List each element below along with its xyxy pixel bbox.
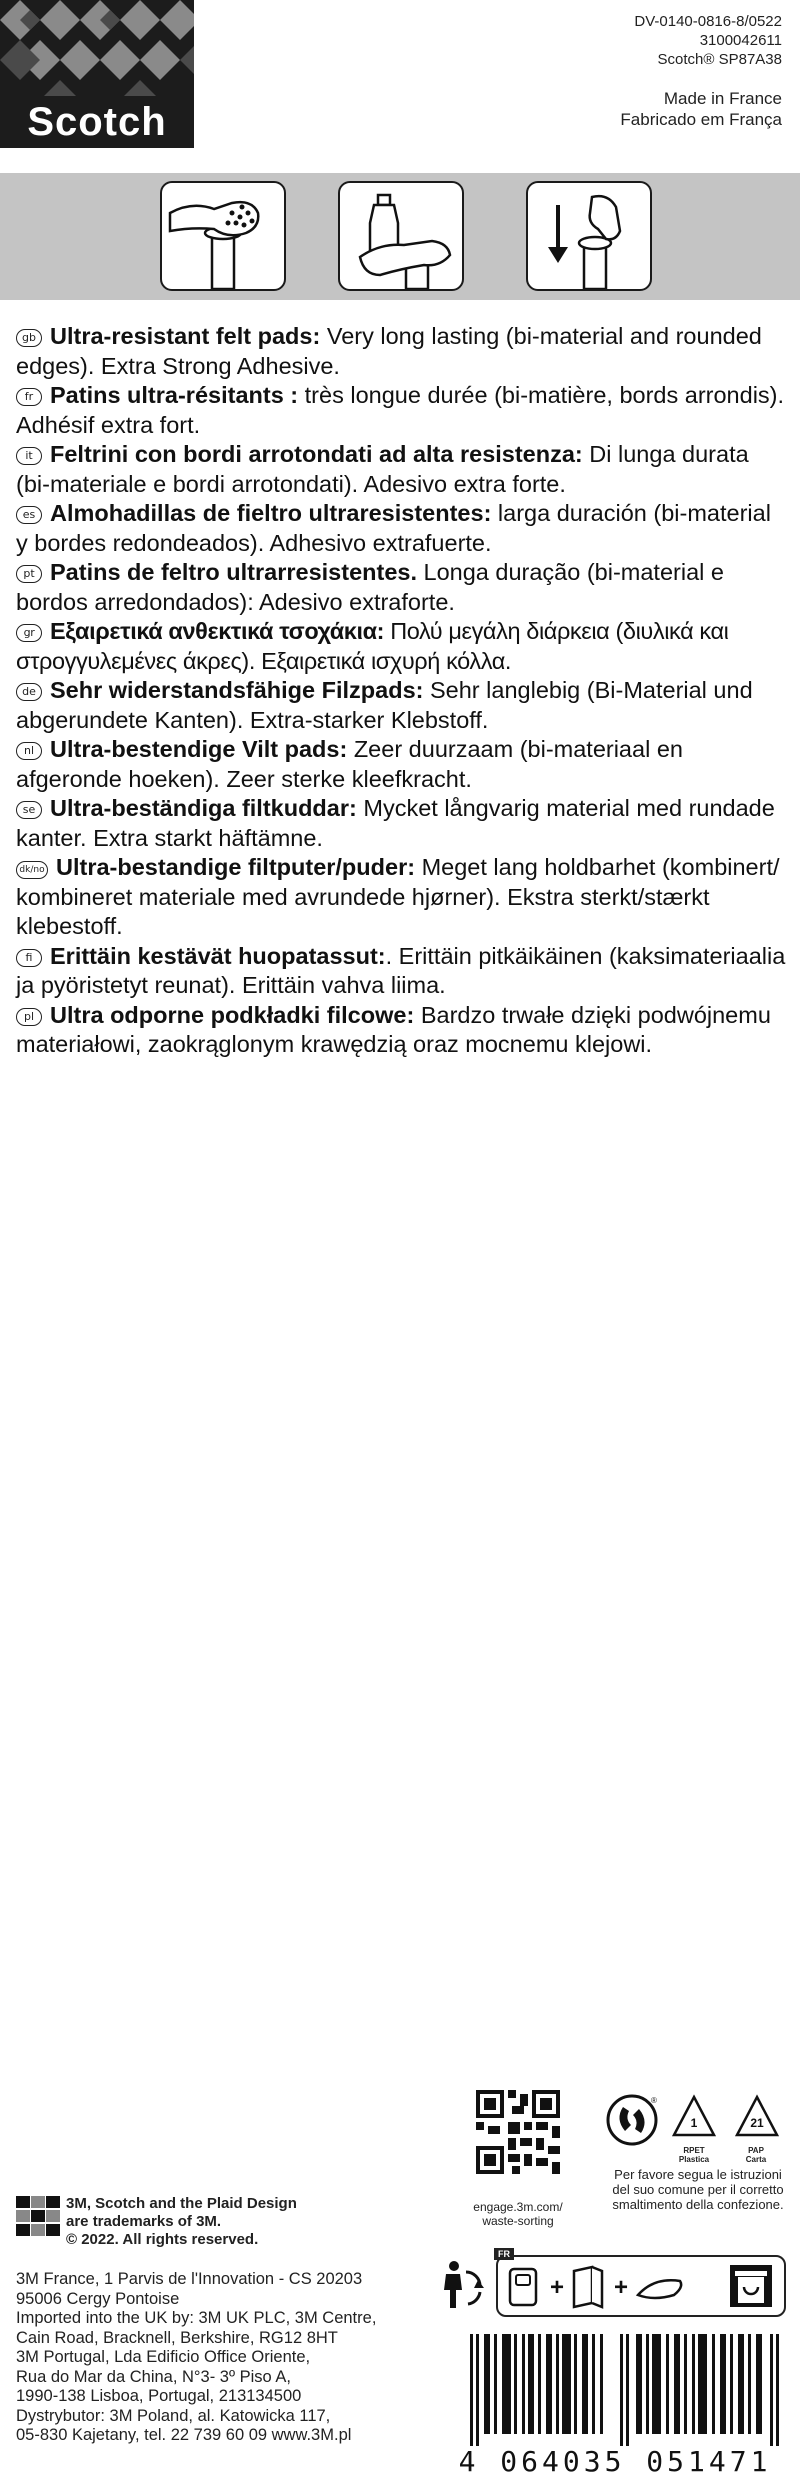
language-badge: fr	[16, 388, 42, 406]
block-heading: Almohadillas de fieltro ultraresistentes:	[50, 500, 492, 526]
product-code-line: 3100042611	[699, 32, 782, 49]
block-heading: Sehr widerstandsfähige Filzpads:	[50, 677, 424, 703]
lang-block-gb	[16, 322, 786, 381]
block-heading: Ultra-beständiga filtkuddar:	[50, 795, 357, 821]
address-line: 3M France, 1 Parvis de l'Innovation - CS 20203	[16, 2270, 363, 2288]
block-body: Bardzo trwałe dzięki podwójnemu materiałowi, zaokrąglonym krawędzią oraz mocnemu klejowi.	[16, 1001, 771, 1057]
pet-label-line: Plastica	[678, 2155, 710, 2164]
block-body: larga duración (bi-material y bordes redondeados). Adhesivo extrafuerte.	[16, 500, 771, 556]
product-code-line: Scotch® SP87A38	[657, 51, 782, 68]
trademark-notice	[66, 2195, 297, 2249]
address-line: Dystrybutor: 3M Poland, al. Katowicka 117,	[16, 2406, 331, 2425]
block-heading: Patins ultra-résitants :	[50, 382, 299, 408]
language-badge: es	[16, 506, 42, 524]
company-addresses	[16, 2270, 376, 2446]
block-heading: Ultra-bestendige Vilt pads:	[50, 736, 348, 762]
recycling-triangle-icon	[733, 2093, 781, 2143]
language-badge: gb	[16, 329, 42, 347]
svg-text:+: +	[614, 2274, 629, 2301]
block-body: . Erittäin pitkäikäinen (kaksimateriaalia ja pyöristetyt reunat). Erittäin vahva liima.	[16, 942, 786, 998]
pictogram-step-2	[338, 181, 464, 291]
language-badge: pl	[16, 1008, 42, 1026]
svg-text:®: ®	[651, 2096, 657, 2105]
product-codes	[634, 12, 782, 69]
address-line: Imported into the UK by: 3M UK PLC, 3M Centre,	[16, 2309, 377, 2327]
barcode-bars	[470, 2334, 779, 2446]
pet-label-line: RPET	[683, 2146, 705, 2155]
language-badge: se	[16, 801, 42, 819]
block-heading: Feltrini con bordi arrotondati ad alta resistenza:	[50, 441, 583, 467]
pictogram-step-3	[526, 181, 652, 291]
trademark-line: 3M, Scotch and the Plaid Design	[66, 2195, 297, 2212]
block-body: Di lunga durata (bi-materiale e bordi arrotondati). Adesivo extra forte.	[16, 441, 749, 497]
qr-caption	[464, 2200, 572, 2228]
block-body: Mycket långvarig material med rundade kanter. Extra starkt häftämne.	[16, 795, 775, 851]
qr-caption-line: engage.3m.com/	[473, 2200, 563, 2214]
barcode-number: 4 064035 051471	[458, 2445, 772, 2478]
origin-line: Made in France	[663, 89, 782, 108]
brand-bar	[0, 96, 194, 148]
pap-label	[728, 2146, 784, 2164]
lang-block-it	[16, 440, 786, 499]
block-body: Longa duração (bi-material e bordos arredondados): Adesivo extraforte.	[16, 559, 724, 615]
block-heading: Ultra-bestandige filtputer/puder:	[56, 854, 416, 880]
block-body: Sehr langlebig (Bi-Material und abgerundete Kanten). Extra-starker Klebstoff.	[16, 677, 753, 733]
language-badge: nl	[16, 742, 42, 760]
trademark-line: are trademarks of 3M.	[66, 2213, 222, 2230]
trademark-line: © 2022. All rights reserved.	[66, 2231, 259, 2248]
address-line: 3M Portugal, Lda Edificio Office Oriente,	[16, 2348, 311, 2366]
pap-label-line: Carta	[745, 2155, 767, 2164]
triman-logo-icon	[436, 2258, 486, 2312]
block-heading: Erittäin kestävät huopatassut:	[50, 942, 386, 969]
lang-block-dk-no	[16, 853, 786, 942]
language-badge: it	[16, 447, 42, 465]
address-line: 05-830 Kajetany, tel. 22 739 60 09 www.3M.pl	[16, 2426, 352, 2444]
lang-block-gr	[16, 617, 786, 676]
packaging-sorting-icons	[504, 2261, 780, 2311]
block-heading: Patins de feltro ultrarresistentes.	[50, 559, 417, 585]
address-line: 1990-138 Lisboa, Portugal, 213134500	[16, 2387, 302, 2405]
qr-caption-line: waste-sorting	[482, 2214, 554, 2228]
language-badge: dk/no	[16, 861, 48, 879]
address-line: Rua do Mar da China, N°3- 3º Piso A,	[16, 2367, 291, 2386]
block-heading: Ultra odporne podkładki filcowe:	[50, 1001, 415, 1028]
green-dot-recycle-icon	[605, 2093, 659, 2147]
block-heading: Ultra-resistant felt pads:	[50, 323, 321, 349]
lang-block-se	[16, 794, 786, 853]
product-code-line: DV-0140-0816-8/0522	[634, 13, 782, 30]
block-body: Very long lasting (bi-material and rounded edges). Extra Strong Adhesive.	[16, 323, 762, 379]
language-badge: fi	[16, 949, 42, 967]
apply-pad-press-down-icon	[528, 183, 650, 289]
disposal-note-line: del suo comune per il corretto	[612, 2182, 784, 2197]
lang-block-fi	[16, 942, 786, 1001]
block-heading: Εξαιρετικά ανθεκτικά τσοχάκια:	[50, 618, 385, 644]
disposal-note-italian	[608, 2167, 788, 2212]
recycling-triangle-icon	[670, 2093, 718, 2143]
country-tag: FR	[494, 2248, 514, 2260]
pet-number: 1	[690, 2116, 698, 2130]
svg-text:+: +	[550, 2274, 565, 2301]
lang-block-nl	[16, 735, 786, 794]
plaid-pattern-icon	[0, 0, 194, 100]
pet-label	[666, 2146, 722, 2164]
qr-code-icon[interactable]	[476, 2090, 560, 2174]
lang-block-es	[16, 499, 786, 558]
block-body: Meget lang holdbarhet (kombinert/ kombineret materiale med avrundede hjørner). Ekstra sterkt/stærkt klebestoff.	[16, 854, 780, 939]
instruction-pictogram-band	[0, 173, 800, 300]
brand-name: Scotch	[27, 99, 167, 144]
language-badge: gr	[16, 624, 42, 642]
scotch-logo-block	[0, 0, 194, 148]
origin-line: Fabricado em França	[620, 110, 782, 129]
address-line: Cain Road, Bracknell, Berkshire, RG12 8HT	[16, 2328, 338, 2347]
lang-block-pt	[16, 558, 786, 617]
lang-block-fr	[16, 381, 786, 440]
pap-label-line: PAP	[748, 2146, 764, 2155]
multilingual-description	[16, 322, 786, 1060]
disposal-note-line: smaltimento della confezione.	[612, 2197, 784, 2212]
lang-block-pl	[16, 1001, 786, 1060]
country-of-origin	[620, 88, 782, 130]
language-badge: pt	[16, 565, 42, 583]
plaid-design-mark-icon	[16, 2196, 60, 2236]
block-body: Zeer duurzaam (bi-materiaal en afgeronde hoeken). Zeer sterke kleefkracht.	[16, 736, 683, 792]
pictogram-step-1	[160, 181, 286, 291]
barcode-icon	[470, 2334, 786, 2446]
block-body: très longue durée (bi-matière, bords arrondis). Adhésif extra fort.	[16, 382, 785, 438]
clean-surface-icon	[162, 183, 284, 289]
lang-block-de	[16, 676, 786, 735]
wipe-with-cleaner-icon	[340, 183, 462, 289]
address-line: 95006 Cergy Pontoise	[16, 2289, 180, 2308]
language-badge: de	[16, 683, 42, 701]
block-body: Πολύ μεγάλη διάρκεια (διυλικά και στρογγυλεμένες άκρες). Εξαιρετικά ισχυρή κόλλα.	[16, 618, 729, 674]
pap-number: 21	[750, 2116, 764, 2130]
disposal-note-line: Per favore segua le istruzioni	[614, 2167, 782, 2182]
